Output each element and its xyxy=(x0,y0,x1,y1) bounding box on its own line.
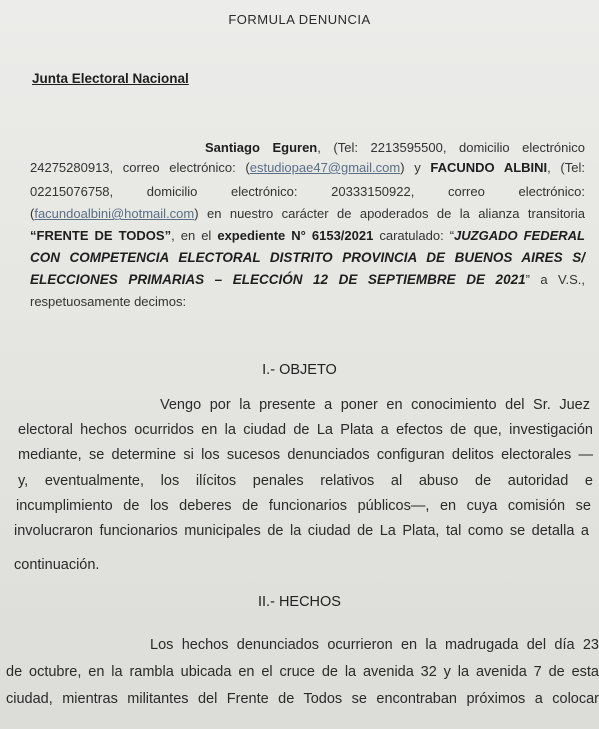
objeto-line-2: electoral hechos ocurridos en la ciudad de La Plata a efectos de que, investigación xyxy=(18,422,593,438)
objeto-line-6: involucraron funcionarios municipales de la ciudad de La Plata, tal como se detalla a xyxy=(14,523,589,539)
email-link-1[interactable]: estudiopae47@gmail.com xyxy=(249,160,401,175)
intro-line-1: Santiago Eguren, (Tel: 2213595500, domicilio electrónico xyxy=(205,140,586,155)
intro-line-8: respetuosamente decimos: xyxy=(30,294,187,309)
objeto-line-4: y, eventualmente, los ilícitos penales relativos al abuso de autoridad e xyxy=(18,473,593,489)
intro-line-6: CON COMPETENCIA ELECTORAL DISTRITO PROVINCIA DE BUENOS AIRES S/ xyxy=(30,250,585,265)
email-link-2[interactable]: facundoalbini@hotmail.com xyxy=(34,206,195,221)
section-heading-objeto: I.- OBJETO xyxy=(262,362,337,378)
party-name: “FRENTE DE TODOS” xyxy=(30,228,172,243)
applicant-name-1: Santiago Eguren xyxy=(205,140,318,155)
intro-line-3: 02215076758, domicilio electrónico: 20333150922, correo electrónico: xyxy=(30,184,585,199)
objeto-line-7: continuación. xyxy=(14,557,100,573)
intro-line-4: (facundoalbini@hotmail.com) en nuestro carácter de apoderados de la alianza transitoria xyxy=(30,206,585,221)
section-heading-hechos: II.- HECHOS xyxy=(258,594,341,610)
addressee: Junta Electoral Nacional xyxy=(32,71,189,86)
case-number: expediente N° 6153/2021 xyxy=(217,228,374,243)
intro-line-7: ELECCIONES PRIMARIAS – ELECCIÓN 12 DE SEPTIEMBRE DE 2021” a V.S., xyxy=(30,272,585,287)
objeto-line-5: incumplimiento de los deberes de funcionarios públicos—, en cuya comisión se xyxy=(16,498,591,514)
hechos-line-2: de octubre, en la rambla ubicada en el cruce de la avenida 32 y la avenida 7 de esta xyxy=(6,664,599,680)
applicant-name-2: FACUNDO ALBINI xyxy=(430,160,548,175)
intro-line-5: “FRENTE DE TODOS”, en el expediente N° 6153/2021 caratulado: “JUZGADO FEDERAL xyxy=(30,228,585,243)
hechos-line-3: ciudad, mientras militantes del Frente de Todos se encontraban próximos a colocar xyxy=(6,691,599,707)
objeto-line-1: Vengo por la presente a poner en conocimiento del Sr. Juez xyxy=(160,397,590,413)
hechos-line-1: Los hechos denunciados ocurrieron en la madrugada del día 23 xyxy=(150,637,599,653)
objeto-line-3: mediante, se determine si los sucesos denunciados configuran delitos electorales — xyxy=(18,447,593,463)
document-title: FORMULA DENUNCIA xyxy=(228,12,371,27)
intro-line-2: 24275280913, correo electrónico: (estudiopae47@gmail.com) y FACUNDO ALBINI, (Tel: xyxy=(30,160,585,175)
